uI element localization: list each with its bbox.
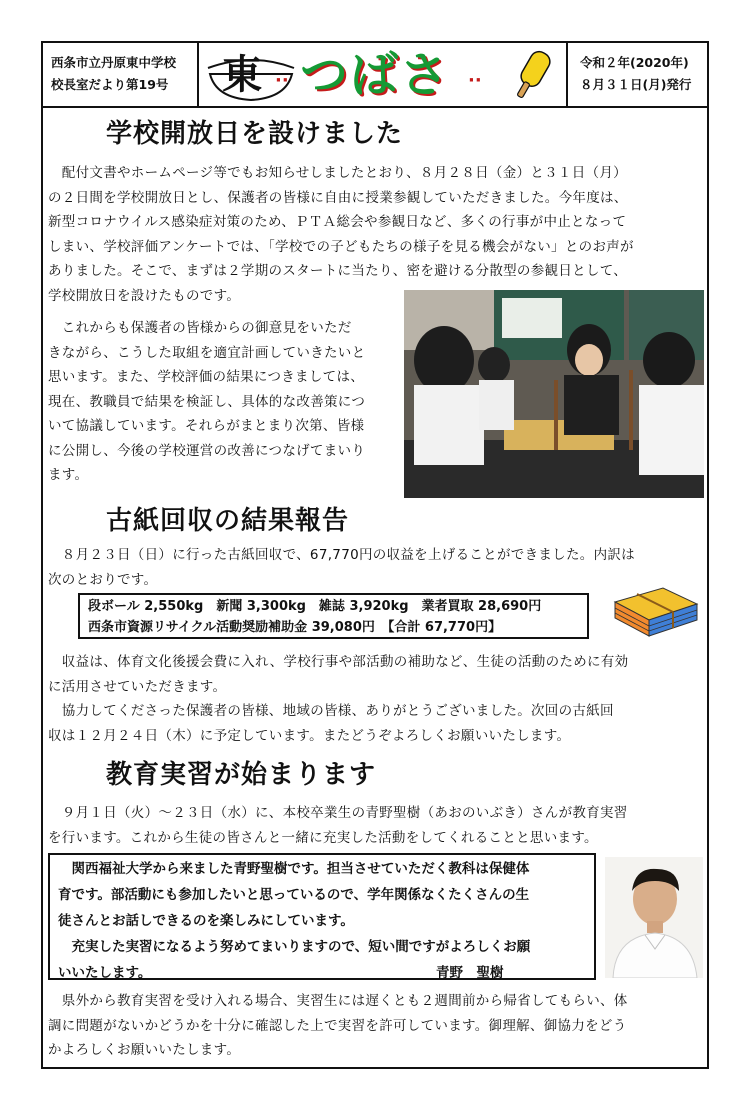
recycling-paragraph-2 (48, 650, 708, 748)
text-line: 現在、教職員で結果を検証し、具体的な改善策につ (48, 393, 366, 410)
breakdown-line-1: 段ボール 2,550kg 新聞 3,300kg 雑誌 3,920kg 業者買取 28,690円 (88, 599, 542, 614)
logo-kanji: 東 (222, 52, 262, 98)
school-info (41, 41, 199, 108)
logo-title: つばさ (300, 47, 451, 103)
text-line: の２日間を学校開放日とし、保護者の皆様に自由に授業参観していただきました。今年度は、 (48, 189, 628, 206)
breakdown-line-2: 西条市資源リサイクル活動奨励補助金 39,080円 【合計 67,770円】 (88, 620, 502, 635)
publish-date: ８月３１日(月)発行 (580, 77, 692, 92)
teaching-practice-outro (48, 989, 708, 1063)
text-line: 協力してくださった保護者の皆様、地域の皆様、ありがとうございました。次回の古紙回 (48, 703, 614, 719)
text-line: 収は１２月２４日（木）に予定しています。またどうぞよろしくお願いいたします。 (48, 727, 571, 744)
trainee-portrait-photo (605, 857, 703, 978)
issue-date (566, 41, 709, 108)
recycling-breakdown-box (78, 593, 589, 639)
text-line: 収益は、体育文化後援会費に入れ、学校行事や部活動の補助など、生徒の活動のために有効 (48, 654, 629, 670)
text-line: 調に問題がないかどうかを十分に確認した上で実習を許可しています。御理解、御協力をどう (48, 1017, 627, 1034)
text-line: 県外から教育実習を受け入れる場合、実習生には遅くとも２週間前から帰省してもらい、体 (48, 993, 628, 1009)
text-line: きながら、こうした取組を適宜計画していきたいと (48, 344, 366, 361)
text-line: ９月１日（火）～２３日（水）に、本校卒業生の青野聖樹（あおのいぶき）さんが教育実習 (48, 805, 628, 821)
message-line: 関西福祉大学から来ました青野聖樹です。担当させていただく教科は保健体 (58, 861, 530, 877)
popsicle-icon (506, 46, 558, 104)
open-school-paragraph-2 (48, 316, 404, 488)
text-line: 新型コロナウイルス感染症対策のため、ＰＴＡ総会や参観日など、多くの行事が中止となって (48, 214, 627, 230)
text-line: ます。 (48, 467, 89, 483)
text-line: いて協議しています。それらがまとまり次第、皆様 (48, 418, 365, 434)
message-line: 育です。部活動にも参加したいと思っているので、学年関係なくたくさんの生 (58, 887, 530, 903)
logo-dots-left: ·· (275, 70, 289, 91)
text-line: ありました。そこで、まずは２学期のスタートに当たり、密を避ける分散型の参観日として、 (48, 263, 628, 279)
logo-dots-right: ·· (468, 70, 482, 91)
message-line: いいたします。 (58, 965, 152, 981)
era-year: 令和２年(2020年) (580, 55, 689, 70)
message-line-last (58, 960, 594, 986)
text-line: 思います。また、学校評価の結果につきましては、 (48, 369, 365, 385)
text-line: に活用させていただきます。 (48, 678, 227, 695)
issue-number: 校長室だより第19号 (51, 77, 169, 92)
teaching-practice-intro (48, 801, 708, 850)
text-line: これからも保護者の皆様からの御意見をいただ (48, 320, 352, 336)
section-heading-teaching-practice: 教育実習が始まります (106, 760, 377, 790)
open-school-paragraph-1 (48, 161, 708, 308)
trainee-message-box (48, 853, 596, 980)
text-line: に公開し、今後の学校運営の改善につなげてまいり (48, 442, 366, 459)
text-line: を行います。これから生徒の皆さんと一緒に充実した活動をしてくれることと思います。 (48, 829, 598, 846)
text-line: ８月２３日（日）に行った古紙回収で、67,770円の収益を上げることができました。内訳は (48, 547, 635, 563)
text-line: かよろしくお願いいたします。 (48, 1042, 241, 1058)
newspaper-bundle-icon (607, 580, 703, 640)
school-name: 西条市立丹原東中学校 (51, 55, 177, 70)
message-line: 徒さんとお話しできるのを楽しみにしています。 (58, 913, 354, 929)
section-heading-open-school: 学校開放日を設けました (106, 119, 404, 149)
text-line: 配付文書やホームページ等でもお知らせしましたとおり、８月２８日（金）と３１日（月） (48, 165, 627, 181)
text-line: しまい、学校評価アンケートでは、「学校での子どもたちの様子を見る機会がない」とのお声が (48, 238, 634, 255)
text-line: 次のとおりです。 (48, 571, 158, 588)
message-line: 充実した実習になるよう努めてまいりますので、短い間ですがよろしくお願 (58, 939, 531, 955)
trainee-signature: 青野 聖樹 (436, 965, 504, 981)
classroom-photo (404, 290, 704, 498)
text-line: 学校開放日を設けたものです。 (48, 287, 241, 304)
section-heading-paper-recycling: 古紙回収の結果報告 (106, 506, 350, 536)
